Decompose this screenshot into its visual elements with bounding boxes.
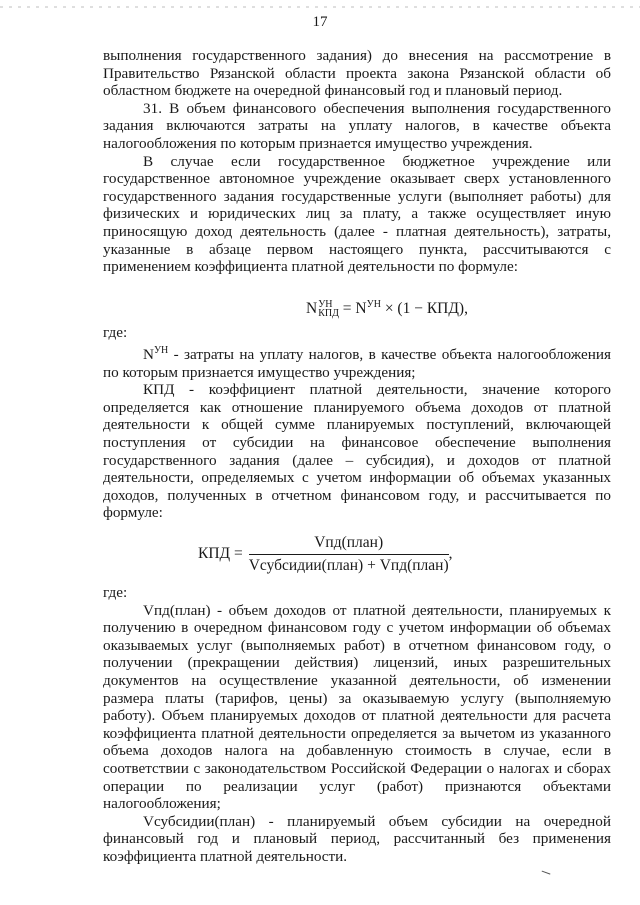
formula-rhs-sup: УН [366,298,381,310]
formula-rhs-base: N [355,299,367,317]
scan-speck [541,871,551,878]
formula-lhs-sup: УН [318,299,333,311]
formula-kpd-trail: , [448,545,453,563]
formula-lhs-sub: КПД [318,308,339,320]
document-body [103,47,611,866]
formula-rhs-tail: × (1 − КПД), [384,299,468,317]
formula-kpd-lhs: КПД = [198,545,243,563]
formula-kpd-numerator: Vпд(план) [249,534,449,555]
formula-lhs-base: N [306,299,318,317]
paragraph-paid-activity: В случае если государственное бюджетное учреждение или государственное автономное учреждение оказывает сверх установленного государственного задания государственные услуги (выполняет работы) для физических и юридических лиц за плату, а также осуществляет иную приносящую доход деятельность (далее - платная деятельность), затраты, указанные в абзаце первом настоящего пункта, рассчитываются с применением коэффициента платной деятельности по формуле: [103,152,611,276]
scan-artifact-line [0,6,640,8]
formula-kpd-fraction [249,534,449,574]
definition-nun [103,342,611,381]
paragraph-item-31: 31. В объем финансового обеспечения выполнения государственного задания включаются затраты на уплату налогов, в качестве объекта налогообложения по которым признается имущество учреждения. [103,99,611,152]
page-number: 17 [312,14,328,30]
formula-kpd-denominator: Vсубсидии(план) + Vпд(план) [248,556,449,574]
definition-nun-text: - затраты на уплату налогов, в качестве объекта налогообложения по которым признается имущество учреждения; [103,345,611,381]
paragraph-continuation: выполнения государственного задания) до внесения на рассмотрение в Правительство Рязанской области проекта закона Рязанской области об областном бюджете на очередной финансовый год и плановый период. [103,47,611,100]
definition-vsubsidy: Vсубсидии(план) - планируемый объем субсидии на очередной финансовый год и плановый период, рассчитанный без применения коэффициента платной деятельности. [103,812,611,865]
where-label-1: где: [103,324,128,342]
definition-vpd: Vпд(план) - объем доходов от платной деятельности, планируемых к получению в очередном финансовом году с учетом информации об объемах оказываемых услуг (выполняемых работ) в отчетном финансовом году, о получении (прекращении действия) лицензий, иных разрешительных документов на осуществление указанной деятельности, об изменении размера платы (тарифов, цены) за оказываемую услугу (выполняемую работу). Объем планируемых доходов от платной деятельности для расчета коэффициента платной деятельности определяется за вычетом из указанного объема доходов налога на добавленную стоимость в случае, если в соответствии с законодательством Российской Федерации о налогах и сборах операции по реализации услуг (работ) признаются объектами налогообложения; [103,601,611,813]
formula-equals: = [342,299,352,317]
definition-kpd: КПД - коэффициент платной деятельности, значение которого определяется как отношение планируемого объема доходов от платной деятельности к общей сумме планируемых поступлений, включающей поступления от субсидии на финансовое обеспечение выполнения государственного задания (далее – субсидия), и доходов от платной деятельности, определяемых с учетом информации об объемах указанных доходов, полученных в отчетном финансовом году, и рассчитывается по формуле: [103,381,611,522]
term-nun-sup: УН [153,344,169,356]
formula-lhs-indices [318,300,339,318]
formula-kpd [103,534,611,574]
where-label-2: где: [103,584,128,602]
formula-tax-costs [103,296,611,319]
term-nun-base: N [143,345,154,363]
